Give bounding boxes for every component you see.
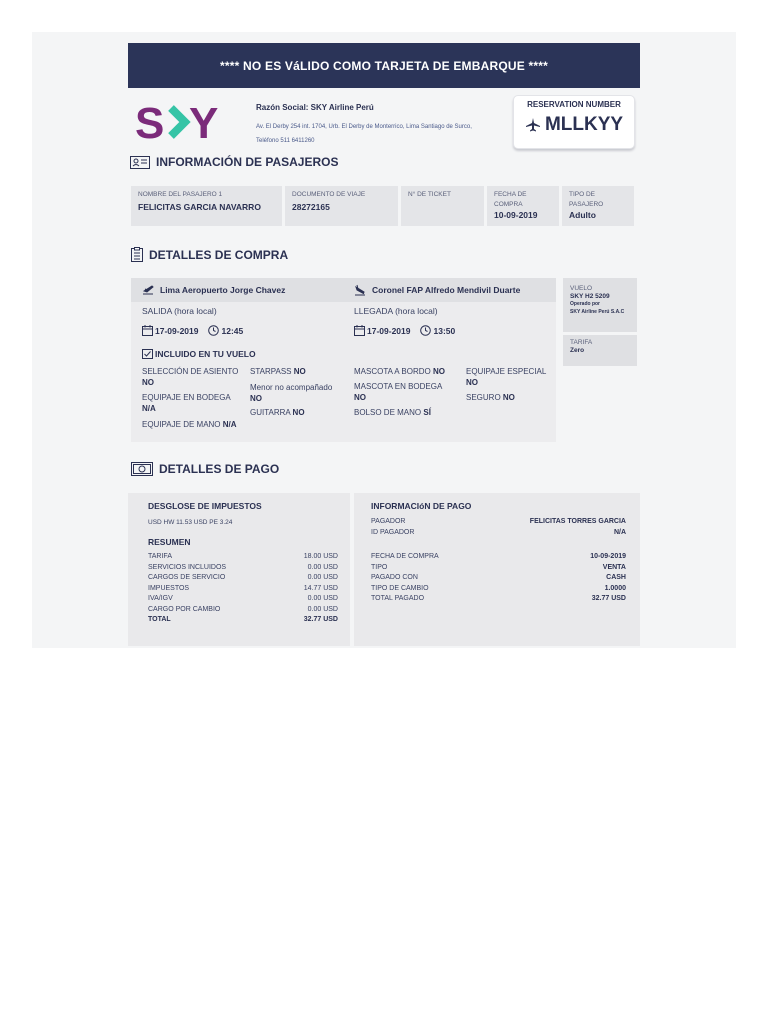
logo-letter-s: S — [135, 100, 165, 144]
purchase-date-label: FECHA DE COMPRA — [494, 191, 527, 208]
hand-baggage — [142, 419, 237, 430]
taxes-line: USD HW 11.53 USD PE 3.24 — [148, 519, 233, 526]
passenger-type-cell — [562, 186, 634, 226]
summary-row-service-charges — [148, 573, 338, 584]
special-baggage-value: NO — [466, 378, 478, 387]
summary-value: 0.00 USD — [307, 605, 338, 613]
payment-info-value: 10-09-2019 — [590, 553, 626, 560]
purchase-date-cell — [487, 186, 559, 226]
summary-value: 18.00 USD — [303, 553, 338, 560]
summary-value: 0.00 USD — [307, 595, 338, 602]
unaccompanied-minor — [250, 382, 332, 404]
pet-hold-label: MASCOTA EN BODEGA — [354, 382, 443, 391]
payer-id-value: N/A — [613, 528, 626, 536]
included-title — [142, 349, 256, 359]
payment-section-title — [131, 462, 279, 476]
arrival-date: 17-09-2019 — [367, 325, 411, 336]
destination-airport — [354, 284, 520, 296]
takeoff-icon — [142, 284, 154, 296]
operated-by-label: Operado por — [570, 301, 601, 307]
pet-hold — [354, 381, 442, 403]
payment-title: DETALLES DE PAGO — [159, 462, 280, 476]
guitar — [250, 407, 305, 418]
passenger-name-cell — [131, 186, 282, 226]
destination-airport-name: Coronel FAP Alfredo Mendivil Duarte — [372, 285, 521, 295]
summary-row-fare — [148, 552, 338, 563]
passenger-type-label: TIPO DE PASAJERO — [569, 191, 604, 208]
summary-label: TARIFA — [148, 553, 172, 560]
payment-row-exchange — [371, 584, 626, 595]
special-baggage — [466, 366, 546, 388]
reservation-box — [513, 95, 635, 149]
unaccompanied-minor-value: NO — [250, 394, 262, 403]
payment-row-total — [371, 594, 626, 605]
pet-hold-value: NO — [354, 393, 366, 402]
purchase-section-title — [131, 247, 288, 262]
reservation-code: MLLKYY — [544, 114, 624, 135]
insurance-label: SEGURO — [466, 393, 501, 402]
guitar-value: NO — [292, 408, 305, 417]
payment-info-value: 32.77 USD — [591, 595, 626, 602]
clipboard-icon — [131, 247, 143, 262]
payer-id-label: ID PAGADOR — [371, 528, 415, 536]
pet-cabin-value: NO — [433, 367, 445, 376]
travel-document-value: 28272165 — [292, 202, 330, 212]
payment-info-title: INFORMACIóN DE PAGO — [371, 501, 472, 511]
company-address: Av. El Derby 254 int. 1704, Urb. El Derby de Monterrico, Lima Santiago de Surco, — [256, 124, 472, 130]
hand-baggage-value: N/A — [222, 420, 237, 429]
origin-airport — [142, 284, 285, 296]
payment-info-label: PAGADO CON — [371, 574, 418, 581]
flight-number-cell — [563, 278, 637, 332]
guitar-label: GUITARRA — [250, 408, 291, 417]
company-phone: Teléfono 511 6411260 — [256, 138, 315, 144]
passengers-title: INFORMACIÓN DE PASAJEROS — [156, 155, 339, 169]
reservation-label: RESERVATION NUMBER — [527, 100, 621, 109]
payment-row-method — [371, 573, 626, 584]
passenger-name-label: NOMBRE DEL PASAJERO 1 — [138, 191, 223, 198]
arrival-datetime — [354, 325, 455, 336]
summary-value: 0.00 USD — [307, 574, 338, 581]
summary-label: SERVICIOS INCLUIDOS — [148, 563, 227, 571]
flight-label: VUELO — [570, 285, 593, 292]
tax-breakdown-panel — [128, 493, 350, 646]
departure-datetime — [142, 325, 243, 336]
departure-label: SALIDA (hora local) — [142, 306, 217, 316]
handbag-value: SÍ — [423, 408, 431, 417]
summary-label: IMPUESTOS — [148, 584, 190, 592]
payer-value: FELICITAS TORRES GARCIA — [529, 518, 626, 525]
payment-row-date — [371, 552, 626, 563]
clock-icon — [208, 325, 219, 336]
summary-label: CARGO POR CAMBIO — [148, 605, 221, 613]
company-info — [256, 103, 511, 148]
airplane-icon — [525, 117, 541, 133]
seat-selection-label: SELECCIÓN DE ASIENTO — [142, 367, 239, 376]
insurance-value: NO — [502, 393, 515, 402]
unaccompanied-minor-label: Menor no acompañado — [250, 383, 333, 392]
fare-label: TARIFA — [570, 339, 593, 346]
starpass — [250, 366, 306, 377]
arrival-time: 13:50 — [433, 325, 456, 336]
logo-letters-y: Y — [189, 100, 219, 144]
flight-value: SKY H2 5209 — [570, 293, 610, 300]
included-title-text: INCLUIDO EN TU VUELO — [155, 349, 256, 359]
payer-label: PAGADOR — [371, 518, 406, 525]
flight-details-panel — [131, 278, 556, 442]
starpass-label: STARPASS — [250, 367, 292, 376]
calendar-icon — [142, 325, 153, 336]
payment-info-label: TOTAL PAGADO — [371, 595, 425, 602]
fare-value: Zero — [570, 347, 585, 354]
landing-icon — [354, 284, 366, 296]
summary-row-services — [148, 563, 338, 574]
summary-list — [148, 552, 338, 626]
summary-value: 32.77 USD — [303, 616, 338, 623]
summary-row-total — [148, 615, 338, 626]
payment-info-value: 1.0000 — [604, 584, 626, 592]
handbag — [354, 407, 431, 418]
company-name: Razón Social: SKY Airline Perú — [256, 103, 374, 112]
pet-cabin-label: MASCOTA A BORDO — [354, 367, 431, 376]
special-baggage-label: EQUIPAJE ESPECIAL — [466, 367, 547, 376]
handbag-label: BOLSO DE MANO — [354, 408, 422, 417]
payment-info-label: TIPO DE CAMBIO — [371, 584, 429, 592]
id-card-icon — [130, 156, 150, 169]
ticket-number-cell — [401, 186, 484, 226]
purchase-date-value: 10-09-2019 — [494, 210, 538, 220]
arrival-label: LLEGADA (hora local) — [354, 306, 438, 316]
payment-info-panel — [354, 493, 640, 646]
passenger-type-value: Adulto — [569, 210, 596, 220]
operated-by-value: SKY Airline Perú S.A.C — [570, 309, 625, 315]
seat-selection-value: NO — [142, 378, 154, 387]
payer-row — [371, 517, 626, 528]
payment-info-list — [371, 552, 626, 605]
clock-icon — [420, 325, 431, 336]
ticket-number-label: N° DE TICKET — [408, 191, 451, 198]
hand-baggage-label: EQUIPAJE DE MANO — [142, 420, 221, 429]
summary-title: RESUMEN — [148, 537, 191, 547]
hold-baggage — [142, 392, 231, 414]
taxes-title: DESGLOSE DE IMPUESTOS — [148, 501, 262, 511]
fare-cell — [563, 335, 637, 366]
purchase-title: DETALLES DE COMPRA — [149, 247, 289, 262]
checklist-icon — [142, 349, 153, 359]
summary-label: CARGOS DE SERVICIO — [148, 574, 226, 581]
summary-value: 14.77 USD — [303, 584, 338, 592]
hold-baggage-value: N/A — [142, 404, 156, 413]
logo-chevron — [171, 108, 185, 136]
summary-value: 0.00 USD — [307, 563, 338, 571]
passengers-section-title — [130, 155, 338, 169]
summary-row-change-fee — [148, 605, 338, 616]
summary-row-vat — [148, 594, 338, 605]
origin-airport-name: Lima Aeropuerto Jorge Chavez — [160, 285, 286, 295]
travel-document-label: DOCUMENTO DE VIAJE — [292, 191, 366, 198]
calendar-icon — [354, 325, 365, 336]
summary-row-taxes — [148, 584, 338, 595]
sky-logo — [135, 100, 239, 144]
starpass-value: NO — [293, 367, 306, 376]
payment-row-type — [371, 563, 626, 574]
travel-document-cell — [285, 186, 398, 226]
passenger-name-value: FELICITAS GARCIA NAVARRO — [138, 202, 261, 212]
payment-info-label: FECHA DE COMPRA — [371, 553, 439, 560]
payment-info-label: TIPO — [371, 563, 388, 571]
insurance — [466, 392, 515, 403]
banknote-icon — [131, 462, 153, 476]
payer-id-row — [371, 528, 626, 539]
summary-label: TOTAL — [148, 616, 171, 623]
seat-selection — [142, 366, 238, 388]
hold-baggage-label: EQUIPAJE EN BODEGA — [142, 393, 231, 402]
payment-info-value: VENTA — [602, 563, 626, 571]
summary-label: IVA/IGV — [148, 595, 173, 602]
not-boarding-pass-banner: **** NO ES VáLIDO COMO TARJETA DE EMBARQUE **** — [128, 43, 640, 88]
departure-time: 12:45 — [221, 325, 244, 336]
pet-cabin — [354, 366, 445, 377]
departure-date: 17-09-2019 — [155, 325, 199, 336]
payment-info-value: CASH — [606, 574, 626, 581]
